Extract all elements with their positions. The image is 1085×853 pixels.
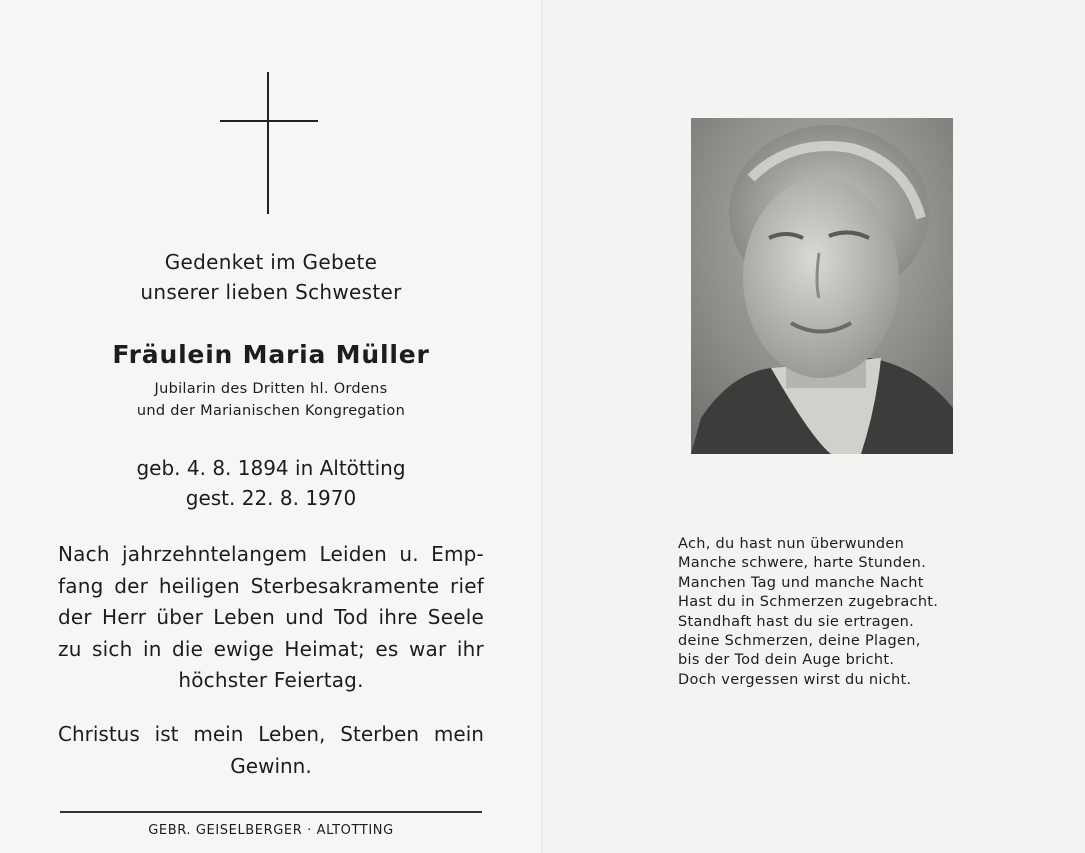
intro-text — [0, 247, 542, 307]
cross-icon — [220, 72, 318, 214]
motto — [58, 719, 484, 782]
word: Seele — [427, 605, 484, 629]
affiliation-line-1: Jubilarin des Dritten hl. Ordens — [154, 381, 388, 397]
affiliation — [0, 378, 542, 422]
word: Leben, — [258, 722, 326, 746]
poem-line: Ach, du hast nun überwunden — [678, 536, 905, 552]
word: Sterbesakramente — [250, 573, 440, 598]
word: zu — [58, 636, 82, 661]
word: jahrzehntelangem — [122, 542, 308, 566]
word: Herr — [101, 605, 147, 629]
word: es — [375, 636, 399, 661]
word: der — [58, 605, 92, 629]
word: die — [172, 636, 204, 661]
poem-line: bis der Tod dein Auge bricht. — [678, 652, 895, 669]
life-dates — [0, 453, 542, 513]
word: Tod — [334, 605, 369, 629]
word: rief — [450, 573, 484, 598]
paragraph-line-5: höchster Feiertag. — [178, 668, 364, 692]
word: in — [142, 636, 162, 661]
word: Christus — [58, 722, 140, 746]
word: sich — [92, 636, 133, 661]
portrait-photo — [691, 118, 953, 454]
word: Leben — [213, 605, 276, 629]
poem-line: Hast du in Schmerzen zugebracht. — [678, 594, 939, 611]
motto-line-2: Gewinn. — [230, 753, 312, 778]
word: ihr — [456, 636, 484, 661]
poem-line: deine Schmerzen, deine Plagen, — [678, 633, 921, 650]
left-panel — [0, 0, 542, 853]
word: ewige — [213, 636, 274, 661]
poem-line: Standhaft hast du sie ertragen. — [678, 613, 915, 630]
paragraph-line-2 — [58, 571, 484, 603]
word: mein — [433, 722, 484, 746]
affiliation-line-2: und der Marianischen Kongregation — [136, 403, 406, 419]
birth-date: geb. 4. 8. 1894 in Altötting — [136, 456, 406, 480]
printer-imprint: GEBR. GEISELBERGER · ALTOTTING — [148, 823, 394, 838]
word: Sterben — [340, 722, 420, 746]
word: war — [408, 636, 447, 661]
intro-line-2: unserer lieben Schwester — [140, 280, 402, 304]
paragraph-line-3 — [58, 602, 484, 634]
word: über — [156, 605, 204, 629]
poem-line: Manchen Tag und manche Nacht — [678, 574, 924, 591]
word: Leiden — [319, 542, 388, 566]
word: u. — [399, 542, 419, 566]
word: und — [285, 605, 324, 629]
word: heiligen — [158, 573, 240, 598]
word: fang — [58, 573, 104, 598]
poem-line: Doch vergessen wirst du nicht. — [678, 671, 912, 688]
memorial-paragraph — [58, 539, 484, 697]
intro-line-1: Gedenket im Gebete — [164, 250, 378, 274]
word: ist — [154, 722, 179, 746]
paragraph-line-1 — [58, 539, 484, 571]
divider — [60, 811, 482, 813]
word: ihre — [378, 605, 418, 629]
word: mein — [193, 722, 244, 746]
deceased-name: Fräulein Maria Müller — [112, 340, 430, 369]
word: Nach — [58, 542, 110, 566]
word: der — [114, 573, 149, 598]
paragraph-line-4 — [58, 634, 484, 666]
poem-line: Manche schwere, harte Stunden. — [678, 555, 927, 572]
word: Heimat; — [284, 636, 365, 661]
death-date: gest. 22. 8. 1970 — [185, 486, 357, 510]
word: Emp- — [431, 542, 484, 566]
poem — [678, 535, 938, 690]
motto-line-1 — [58, 719, 484, 751]
